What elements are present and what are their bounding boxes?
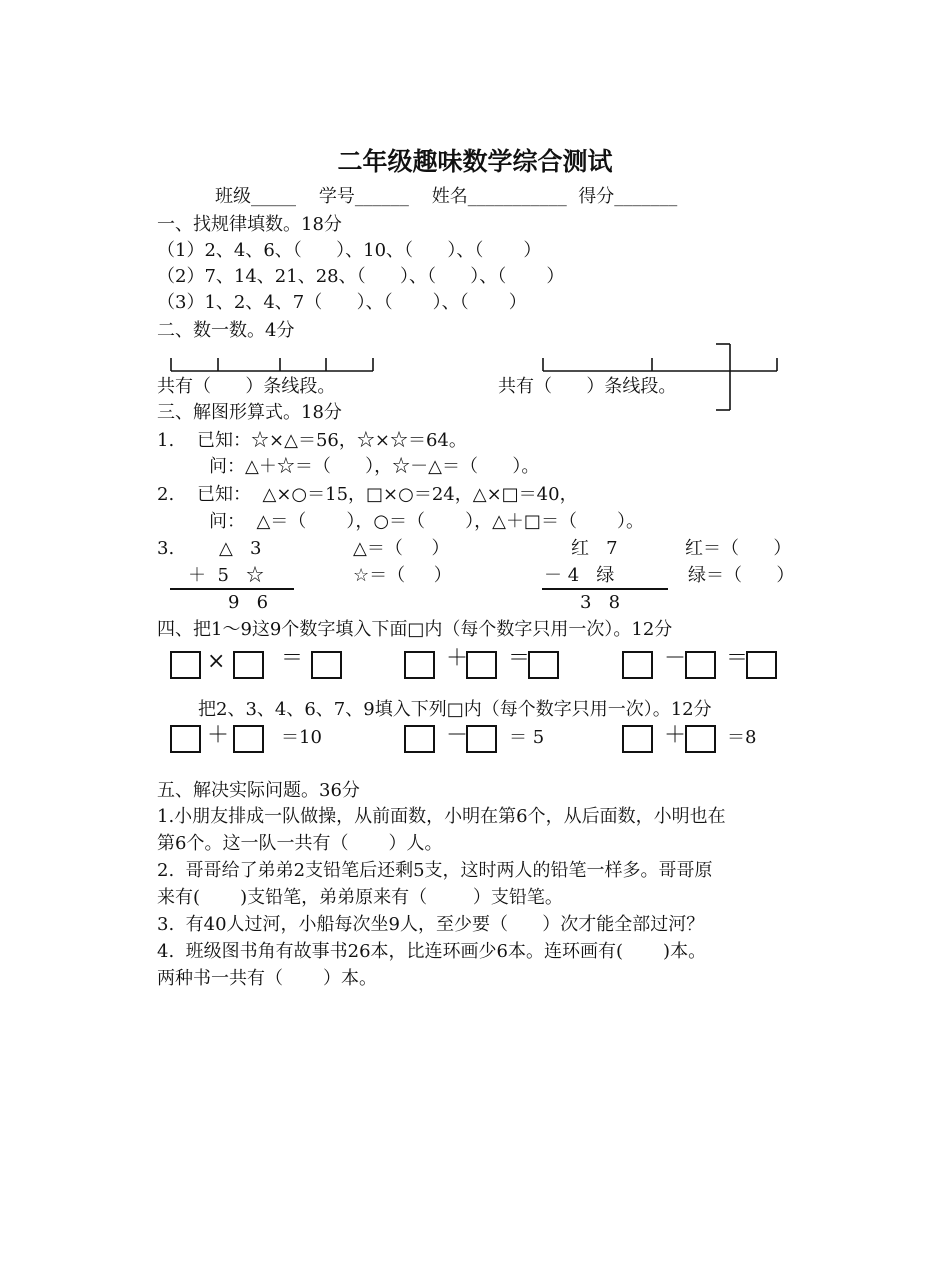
equals-five: ＝ 5 xyxy=(509,727,545,748)
student-info-header: 班级_____ 学号______ 姓名___________ 得分_______ xyxy=(215,186,678,207)
fill-box[interactable] xyxy=(170,725,201,753)
pattern-line-2: （2）7、14、21、28、（ ）、（ ）、（ ） xyxy=(157,266,565,287)
operator-equals: ＝ xyxy=(281,646,304,671)
equals-ten: ＝10 xyxy=(281,727,322,748)
q2-given: 2. 已知： △×○＝15，□×○＝24，△×□＝40， xyxy=(157,484,578,505)
operator-plus: ＋ xyxy=(207,723,230,748)
q2-question: 问： △＝（ ），○＝（ ），△＋□＝（ ）。 xyxy=(209,511,644,532)
color-answer-green: 绿＝（ ） xyxy=(688,565,795,586)
problem-4-line-2: 两种书一共有（ ）本。 xyxy=(157,968,378,989)
segment-count-right: 共有（ ）条线段。 xyxy=(498,376,677,397)
star-answer-triangle: △＝（ ） xyxy=(353,538,450,559)
fill-box[interactable] xyxy=(404,725,435,753)
fill-box[interactable] xyxy=(528,651,559,679)
problem-4-line-1: 4. 班级图书角有故事书26本，比连环画少6本。连环画有( )本。 xyxy=(157,941,707,962)
operator-minus: － xyxy=(664,646,687,671)
fill-box[interactable] xyxy=(311,651,342,679)
color-answer-red: 红＝（ ） xyxy=(685,538,792,559)
fill-box[interactable] xyxy=(170,651,201,679)
vertical-sum-2-result: 3 8 xyxy=(580,592,621,613)
segment-count-left: 共有（ ）条线段。 xyxy=(157,376,336,397)
vertical-sum-1-result: 9 6 xyxy=(228,592,269,613)
section-5-heading: 五、解决实际问题。36分 xyxy=(157,780,360,801)
operator-multiply: × xyxy=(207,649,226,674)
fill-box[interactable] xyxy=(233,651,264,679)
vertical-sum-2-middle: － 4 绿 xyxy=(544,565,615,586)
pattern-line-1: （1）2、4、6、（ ）、10、（ ）、（ ） xyxy=(157,240,542,261)
fill-box[interactable] xyxy=(466,651,497,679)
q1-given: 1. 已知：☆×△＝56，☆×☆＝64。 xyxy=(157,430,467,451)
fill-box[interactable] xyxy=(685,651,716,679)
section-3-heading: 三、解图形算式。18分 xyxy=(157,402,342,423)
vertical-sum-2-top: 红 7 xyxy=(571,538,618,559)
operator-minus: － xyxy=(446,723,469,748)
vertical-sum-1-top: △ 3 xyxy=(219,538,262,559)
vertical-sum-2-line xyxy=(542,588,668,590)
fill-box[interactable] xyxy=(233,725,264,753)
section-2-heading: 二、数一数。4分 xyxy=(157,320,295,341)
fill-box[interactable] xyxy=(622,725,653,753)
fill-box[interactable] xyxy=(466,725,497,753)
section-4-heading: 四、把1～9这9个数字填入下面□内（每个数字只用一次）。12分 xyxy=(157,619,673,640)
fill-box[interactable] xyxy=(404,651,435,679)
problem-1-line-1: 1.小朋友排成一队做操，从前面数，小明在第6个，从后面数，小明也在 xyxy=(157,806,726,827)
equals-eight: ＝8 xyxy=(727,727,757,748)
section-1-heading: 一、找规律填数。18分 xyxy=(157,214,342,235)
vertical-sum-1-middle: ＋ 5 ☆ xyxy=(188,565,265,586)
q3-number: 3. xyxy=(157,538,175,559)
vertical-sum-1-line xyxy=(170,588,294,590)
page-title: 二年级趣味数学综合测试 xyxy=(337,147,613,176)
problem-2-line-2: 来有( )支铅笔，弟弟原来有（ ）支铅笔。 xyxy=(157,887,563,908)
fill-box[interactable] xyxy=(746,651,777,679)
q1-question: 问：△＋☆＝（ ），☆－△＝（ ）。 xyxy=(209,456,540,477)
problem-2-line-1: 2. 哥哥给了弟弟2支铅笔后还剩5支，这时两人的铅笔一样多。哥哥原 xyxy=(157,860,713,881)
operator-plus: ＋ xyxy=(664,723,687,748)
problem-1-line-2: 第6个。这一队一共有（ ）人。 xyxy=(157,833,443,854)
operator-plus: ＋ xyxy=(446,646,469,671)
pattern-line-3: （3）1、2、4、7（ ）、（ ）、（ ） xyxy=(157,292,527,313)
fill-box[interactable] xyxy=(685,725,716,753)
problem-3: 3. 有40人过河，小船每次坐9人，至少要（ ）次才能全部过河？ xyxy=(157,914,705,935)
fill-box[interactable] xyxy=(622,651,653,679)
operator-equals: ＝ xyxy=(508,646,531,671)
operator-equals: ＝ xyxy=(726,646,749,671)
section-4-subheading: 把2、3、4、6、7、9填入下列□内（每个数字只用一次）。12分 xyxy=(198,699,712,720)
star-answer-star: ☆＝（ ） xyxy=(353,565,452,586)
